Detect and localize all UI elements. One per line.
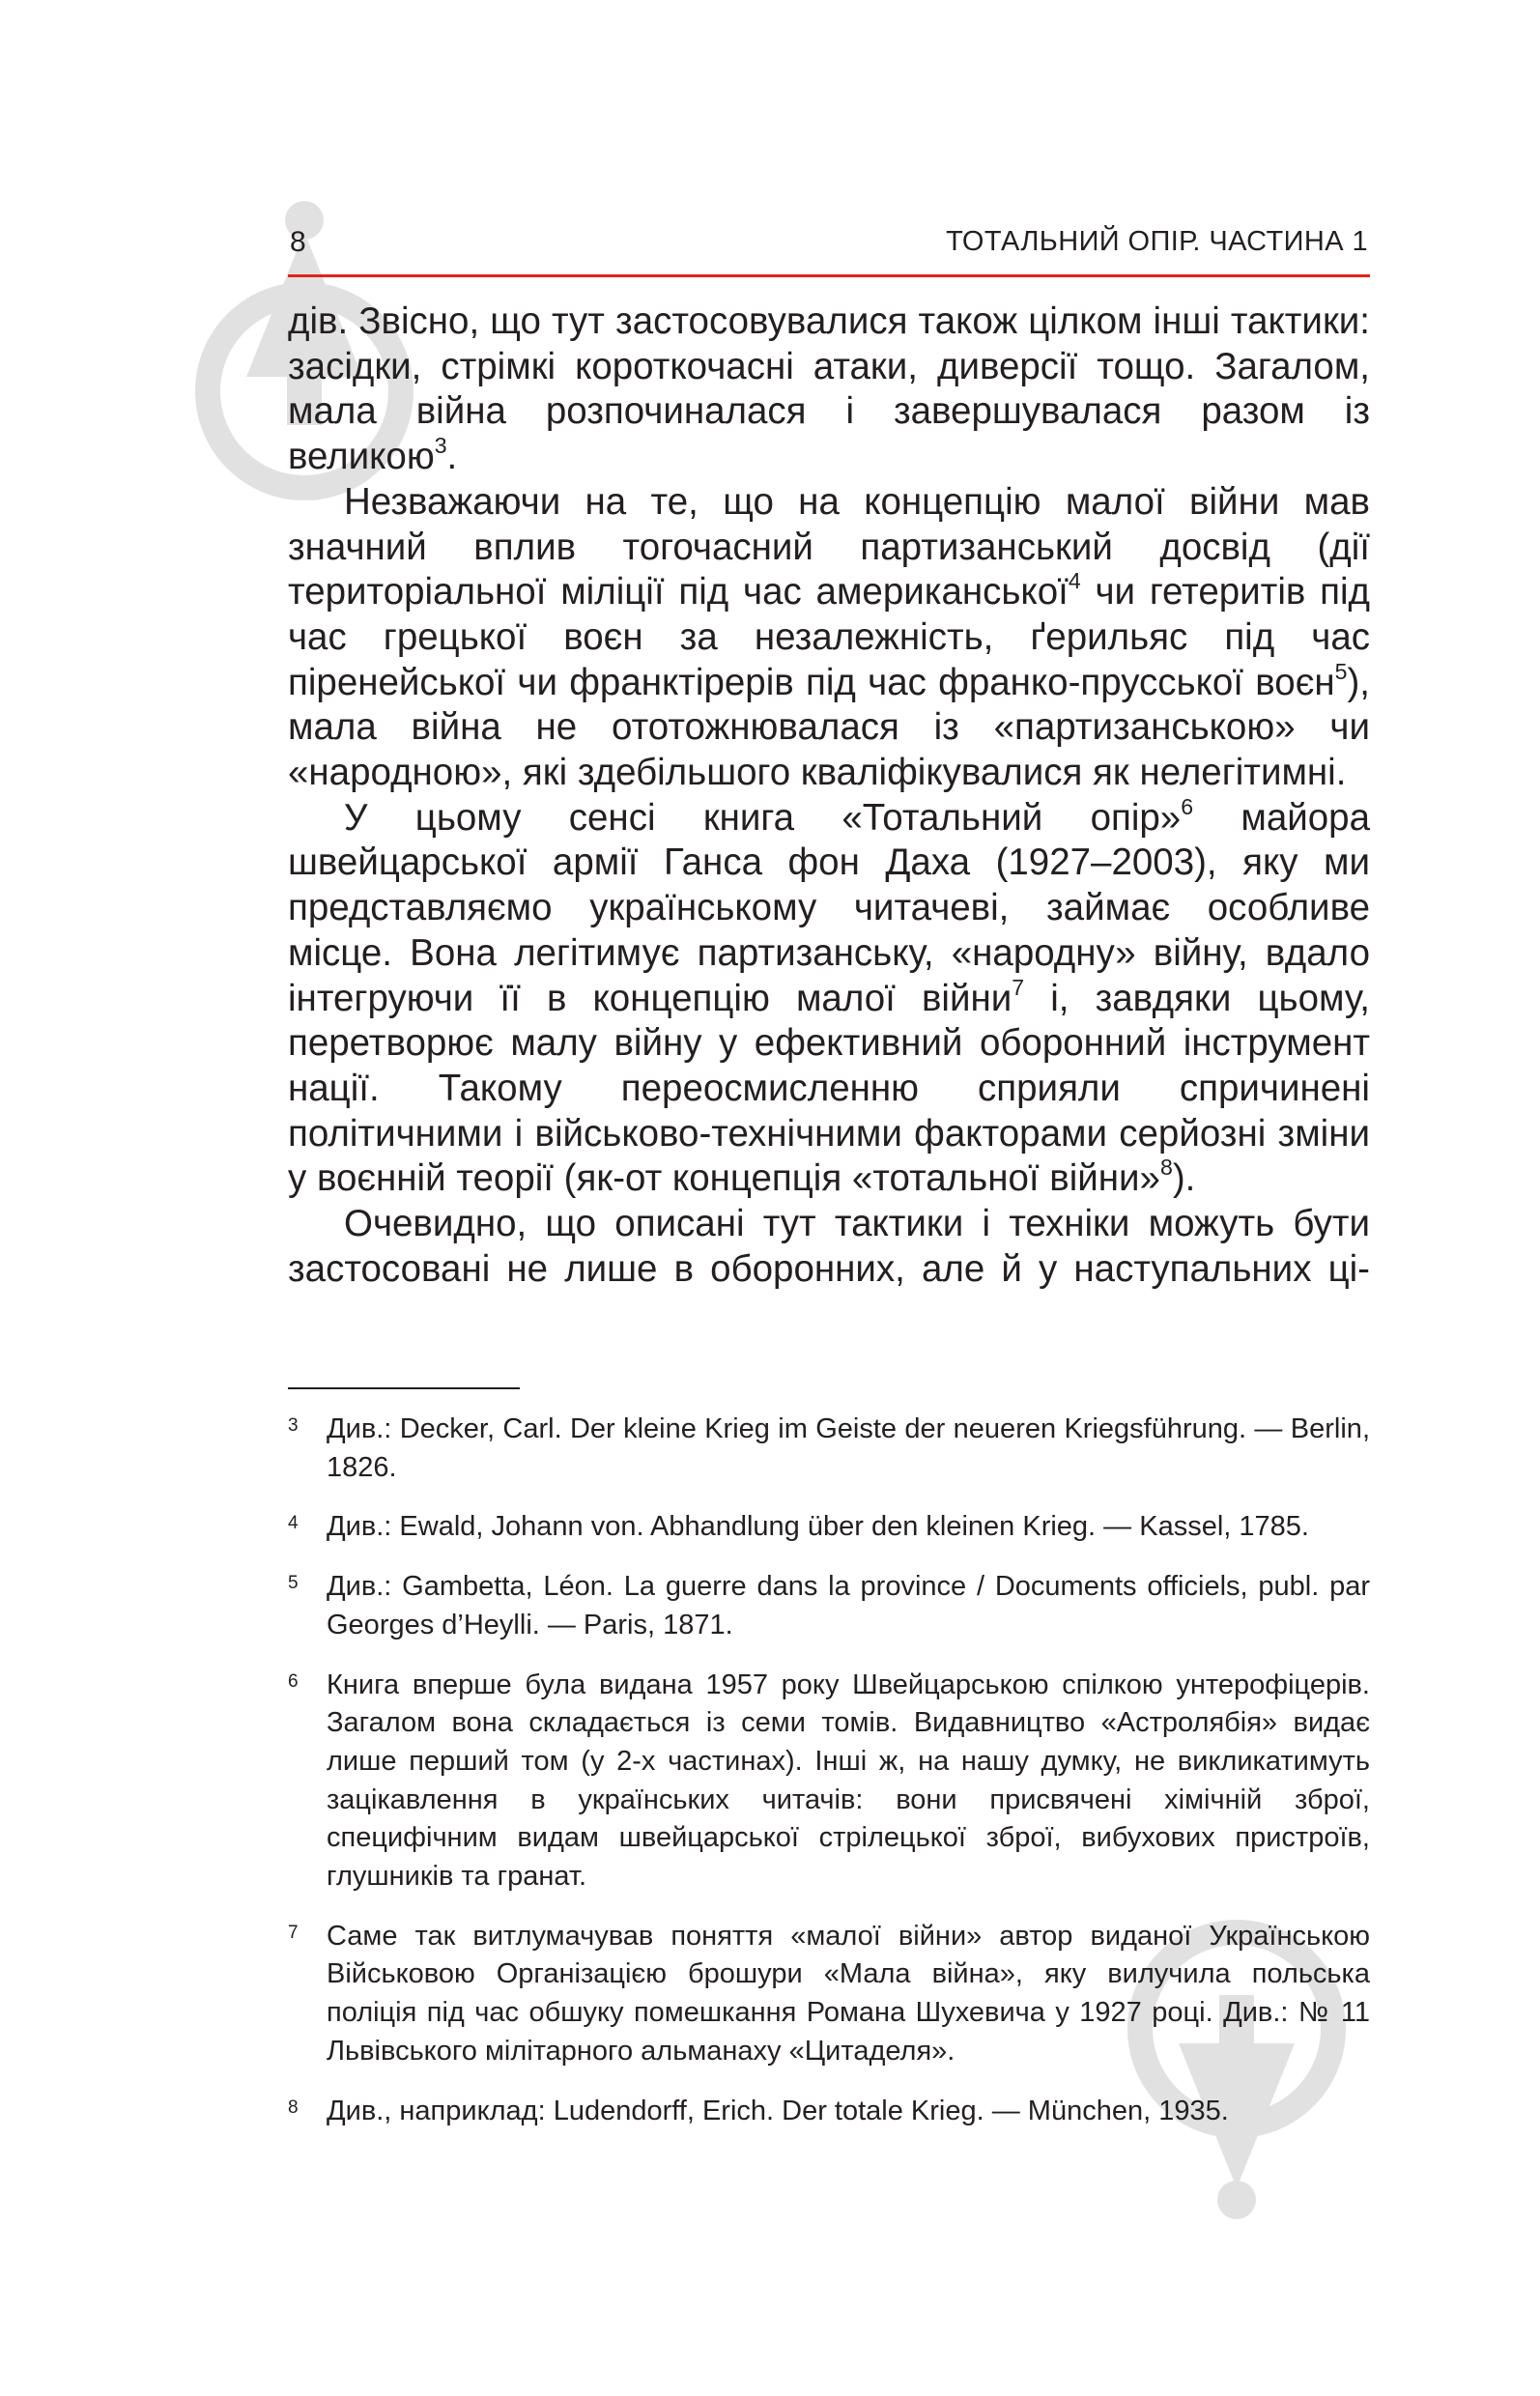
footnote-text: Див., наприклад: Ludendorff, Erich. Der totale Krieg. — München, 1935.	[327, 2095, 1229, 2126]
footnote-3	[288, 1411, 1370, 1487]
footnote-text: Див.: Gambetta, Léon. La guerre dans la province / Documents officiels, publ. par Georges d’Heylli. — Paris, 1871.	[327, 1571, 1370, 1640]
footnote-ref-5: 5	[1334, 658, 1348, 684]
footnotes	[288, 1411, 1370, 2152]
running-title: ТОТАЛЬНИЙ ОПІР. ЧАСТИНА 1	[946, 226, 1368, 257]
paragraph-1: дів. Звісно, що тут застосовувалися також цілком інші тактики: засідки, стрімкі короткочасні атаки, диверсії тощо. Загалом, мала війна розпочиналася і завершувалася разом із великою$^3$.	[288, 300, 1370, 478]
footnote-number: 3	[288, 1415, 299, 1436]
footnote-ref-7: 7	[1012, 974, 1025, 1000]
body-text	[288, 300, 1370, 1292]
footnote-ref-3: 3	[434, 432, 447, 458]
footnote-8	[288, 2093, 1370, 2131]
footnote-5	[288, 1568, 1370, 1644]
page-number: 8	[290, 226, 306, 258]
footnote-separator	[288, 1387, 520, 1389]
paragraph-2: Незважаючи на те, що на концепцію малої війни мав значний вплив тогочасний партизанський досвід (дії територіальної міліції під час американської$^4$ чи гетеритів під час грецької воєн за незалежність, ґерильяс під час піренейської чи франктірерів під час франко-прусської воєн$^5$), мала війна не ототожнювалася із «партизанською» чи «народною», які здебільшого кваліфікувалися як нелегітимні.	[288, 480, 1370, 794]
footnote-text: Книга вперше була видана 1957 року Швейцарською спілкою унтерофіцерів. Загалом вона складається із семи томів. Видавництво «Астролябія» видає лише перший том (у 2-х частинах). Інші ж, на нашу думку, не викликатимуть зацікавлення в українських читачів: вони присвячені хімічній зброї, специфічним видам швейцарської стрілецької зброї, вибухових пристроїв, глушників та гранат.	[327, 1669, 1370, 1893]
footnote-number: 5	[288, 1573, 299, 1594]
footnote-ref-8: 8	[1159, 1155, 1173, 1181]
footnote-ref-4: 4	[1068, 568, 1081, 594]
footnote-ref-6: 6	[1181, 793, 1194, 819]
footnote-number: 6	[288, 1670, 299, 1692]
running-header	[288, 220, 1370, 277]
paragraph-4: Очевидно, що описані тут тактики і техніки можуть бути застосовані не лише в оборонних, але й у наступальних ці-	[288, 1203, 1370, 1290]
footnote-number: 4	[288, 1513, 299, 1534]
footnote-number: 8	[288, 2096, 299, 2118]
paragraph-3: У цьому сенсі книга «Тотальний опір»$^6$ майора швейцарської армії Ганса фон Даха (1927–2003), яку ми представляємо українському читачеві, займає особливе місце. Вона легітимує партизанську, «народну» війну, вдало інтегруючи її в концепцію малої війни$^7$ і, завдяки цьому, перетворює малу війну у ефективний оборонний інструмент нації. Такому переосмисленню сприяли спричинені політичними і військово-технічними факторами серйозні зміни у воєнній теорії (як-от концепція «тотальної війни»$^8$).	[288, 793, 1371, 1200]
footnote-text: Див.: Ewald, Johann von. Abhandlung über den kleinen Krieg. — Kassel, 1785.	[327, 1511, 1309, 1543]
footnote-text: Саме так витлумачував поняття «малої війни» автор виданої Українською Військовою Організацією брошури «Мала війна», яку вилучила польська поліція під час обшуку помешкання Романа Шухевича у 1927 році. Див.: № 11 Львівського мілітарного альманаху «Цитаделя».	[327, 1920, 1370, 2067]
footnote-6	[288, 1667, 1370, 1897]
footnote-number: 7	[288, 1922, 299, 1943]
footnote-7	[288, 1918, 1370, 2071]
footnote-text: Див.: Decker, Carl. Der kleine Krieg im Geiste der neueren Kriegsführung. — Berlin, 1826.	[327, 1413, 1370, 1483]
footnote-4	[288, 1508, 1370, 1547]
